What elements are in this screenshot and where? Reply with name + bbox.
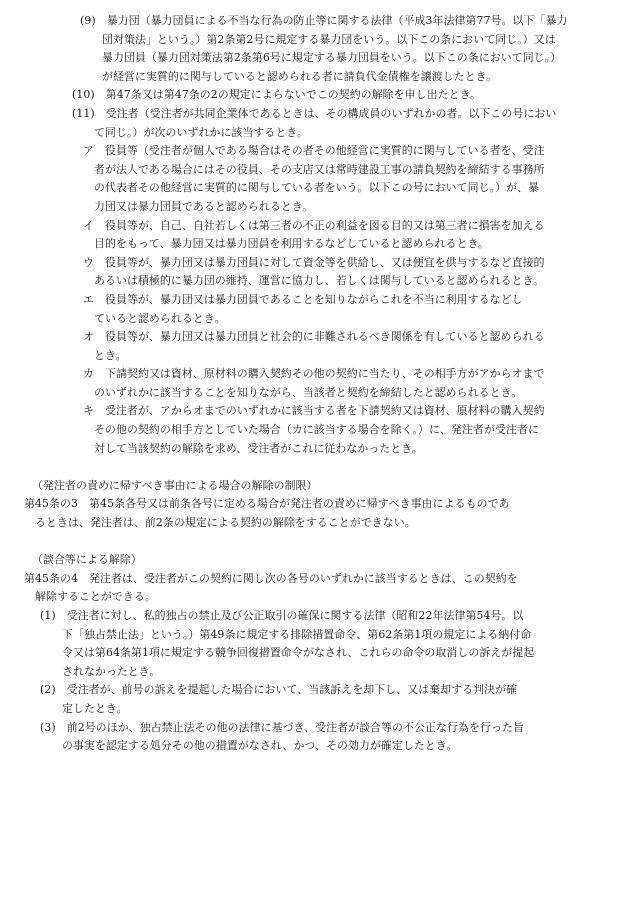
- text-line: ウ 役員等が、暴力団又は暴力団員に対して資金等を供給し、又は便宜を供与するなど直接的: [72, 255, 545, 269]
- text-line: るときは、発注者は、前2条の規定による契約の解除をすることができない。: [24, 516, 416, 530]
- text-line: (1) 受注者に対し、私的独占の禁止及び公正取引の確保に関する法律（昭和22年法律第54号。以: [40, 609, 524, 622]
- clause-item-11: [72, 105, 590, 142]
- article-45-4: [24, 551, 590, 756]
- text-line: のいずれかに該当することを知りながら、当該者と契約を締結したと認められるとき。: [72, 385, 523, 399]
- text-line: て同じ。）が次のいずれかに該当するとき。: [72, 125, 308, 139]
- subitem-u: [72, 254, 590, 291]
- text-line: 力団又は暴力団員であると認められるとき。: [72, 199, 314, 213]
- text-line: (2) 受注者が、前号の訴えを提起した場合において、当該訴えを却下し、又は棄却する判決が確: [40, 683, 518, 697]
- text-line: (9) 暴力団（暴力団員による不当な行為の防止等に関する法律（平成3年法律第77号。以下「暴力: [80, 14, 568, 27]
- text-line: 令又は第64条第1項に規定する競争回復措置命令がなされ、これらの命令の取消しの訴えが提起: [40, 646, 535, 660]
- text-line: 団対策法」という。）第2条第2号に規定する暴力団をいう。以下この条において同じ。）又は: [80, 32, 556, 46]
- text-line: (3) 前2号のほか、独占禁止法その他の法律に基づき、受注者が談合等の不公正な行為を行った旨: [40, 720, 524, 734]
- text-line: カ 下請契約又は資材、原材料の購入契約その他の契約に当たり、その相手方がアからオまで: [72, 367, 545, 381]
- text-line: の事実を認定する処分その他の措置がなされ、かつ、その効力が確定したとき。: [40, 739, 458, 753]
- clause-item-9: [80, 12, 590, 86]
- text-line: が経営に実質的に関与していると認められる者に請負代金債権を譲渡したとき。: [80, 69, 498, 83]
- article-heading: （談合等による解除）: [32, 553, 142, 567]
- text-line: 暴力団員（暴力団対策法第2条第6号に規定する暴力団員をいう。以下この条において同じ。）: [80, 51, 562, 65]
- spacer: [64, 533, 590, 552]
- subitem-ka: [72, 365, 590, 402]
- article-item-3: [40, 719, 590, 756]
- text-line: 第45条の3 第45条各号又は前条各号に定める場合が発注者の責めに帰すべき事由によるものであ: [24, 497, 510, 511]
- article-item-1: [40, 607, 590, 681]
- article-item-2: [40, 681, 590, 718]
- spacer: [64, 458, 590, 477]
- text-line: 対して当該契約の解除を求め、受注者がこれに従わなかったとき。: [72, 441, 423, 455]
- text-line: とき。: [72, 348, 127, 362]
- subitem-a: [72, 142, 590, 216]
- text-line: キ 受注者が、アからオまでのいずれかに該当する者を下請契約又は資材、原材料の購入契約: [72, 404, 545, 418]
- text-line: 解除することができる。: [24, 590, 156, 604]
- text-line: 下「独占禁止法」という。）第49条に規定する排除措置命令、第62条第1項の規定による納付命: [40, 627, 532, 641]
- text-line: ていると認められるとき。: [72, 311, 226, 325]
- text-line: されなかったとき。: [40, 664, 161, 678]
- text-line: (10) 第47条又は第47条の2の規定によらないでこの契約の解除を申し出たとき。: [72, 88, 482, 102]
- text-line: あるいは積極的に暴力団の維持、運営に協力し、若しくは関与していると認められるとき。: [72, 274, 545, 288]
- text-line: イ 役員等が、自己、自社若しくは第三者の不正の利益を図る目的又は第三者に損害を加える: [72, 218, 545, 232]
- text-line: (11) 受注者（受注者が共同企業体であるときは、その構成員のいずれかの者。以下この号におい: [72, 106, 557, 120]
- text-line: 者が法人である場合にはその役員、その支店又は常時建設工事の請負契約を締結する事務所: [72, 162, 545, 176]
- subitem-o: [72, 328, 590, 365]
- text-line: 第45条の4 発注者は、受注者がこの契約に関し次の各号のいずれかに該当するときは、この契約を: [24, 571, 518, 585]
- text-line: の代表者その他経営に実質的に関与している者をいう。以下この号において同じ。）が、暴: [72, 181, 540, 195]
- text-line: ア 役員等（受注者が個人である場合はその者その他経営に実質的に関与している者を、受注: [72, 144, 545, 158]
- article-heading: （発注者の責めに帰すべき事由による場合の解除の制限）: [32, 478, 318, 492]
- text-line: 定したとき。: [40, 701, 128, 715]
- text-line: エ 役員等が、暴力団又は暴力団員であることを知りながらこれを不当に利用するなどし: [72, 292, 523, 306]
- article-45-3: [24, 477, 590, 533]
- text-line: 目的をもって、暴力団又は暴力団員を利用するなどしていると認められるとき。: [72, 237, 489, 251]
- text-line: その他の契約の相手方としていた場合（カに該当する場合を除く。）に、発注者が受注者に: [72, 423, 539, 437]
- subitem-e: [72, 291, 590, 328]
- clause-item-10: [72, 86, 590, 105]
- text-line: オ 役員等が、暴力団又は暴力団員と社会的に非難されるべき関係を有していると認められる: [72, 330, 545, 344]
- subitem-ki: [72, 402, 590, 458]
- subitem-i: [72, 217, 590, 254]
